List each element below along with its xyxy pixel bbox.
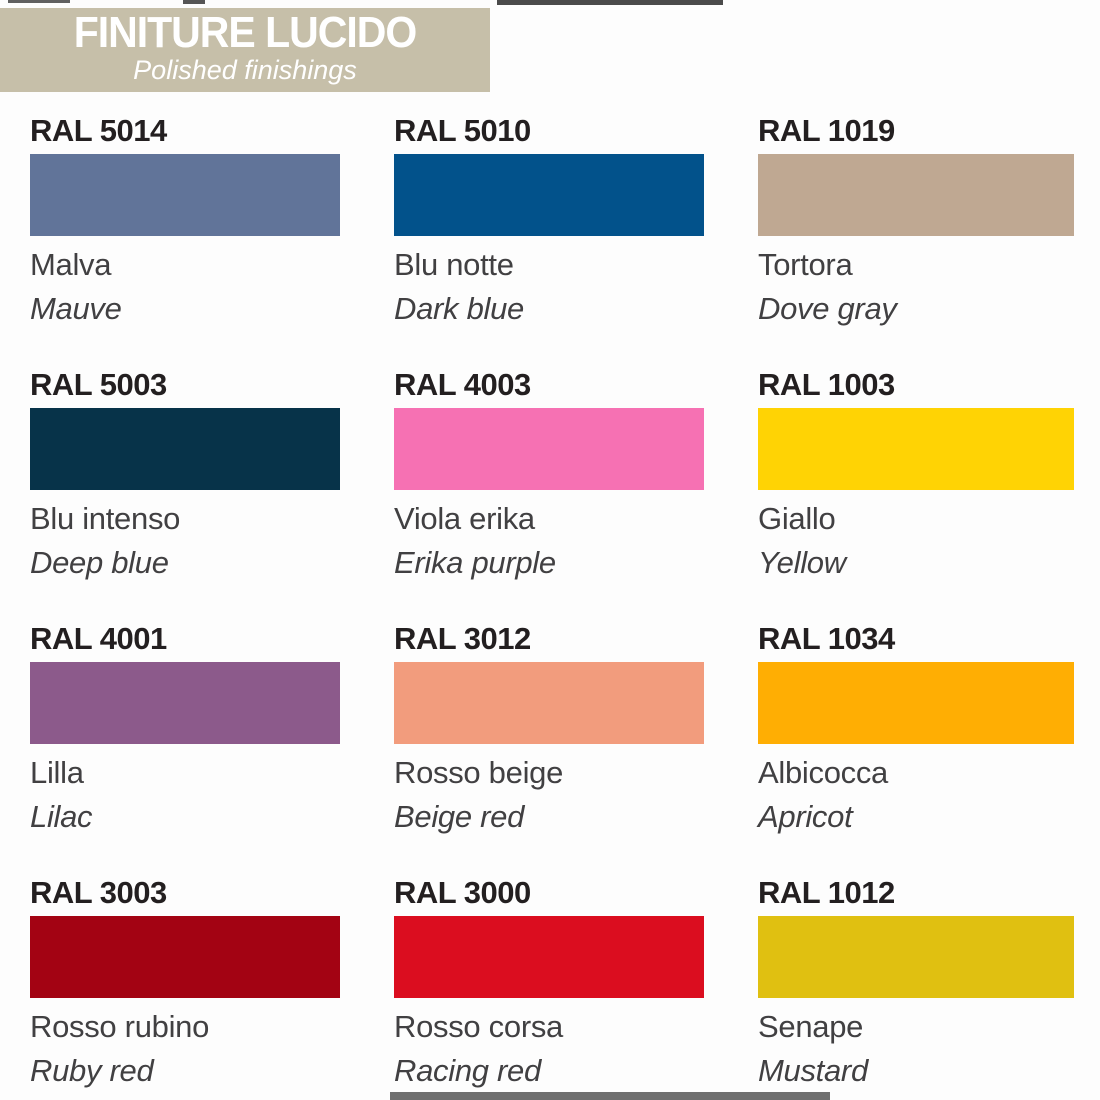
ral-code: RAL 3003: [30, 875, 167, 910]
color-name-italian: Rosso corsa: [394, 1009, 563, 1044]
color-name-english: Mustard: [758, 1053, 868, 1088]
color-swatch: [394, 154, 704, 236]
color-name-italian: Tortora: [758, 247, 853, 282]
color-name-italian: Malva: [30, 247, 112, 282]
section-header: [0, 8, 490, 92]
color-name-italian: Rosso beige: [394, 755, 564, 790]
ral-code: RAL 4003: [394, 367, 531, 402]
color-name-english: Mauve: [30, 291, 122, 326]
section-title: FINITURE LUCIDO: [73, 7, 417, 57]
color-swatch: [758, 916, 1074, 998]
ral-code: RAL 3012: [394, 621, 531, 656]
crop-artifact-top-right: [497, 0, 723, 5]
swatch-cell-ral-1003: [758, 368, 1074, 582]
color-swatch: [30, 154, 340, 236]
swatch-cell-ral-3012: [394, 622, 704, 836]
ral-code: RAL 1034: [758, 621, 895, 656]
color-swatch: [30, 408, 340, 490]
color-name-english: Erika purple: [394, 545, 556, 580]
ral-code: RAL 1003: [758, 367, 895, 402]
color-name-italian: Blu intenso: [30, 501, 181, 536]
color-swatch: [30, 662, 340, 744]
swatch-cell-ral-3003: [30, 876, 340, 1090]
color-name-english: Racing red: [394, 1053, 541, 1088]
color-name-italian: Lilla: [30, 755, 84, 790]
crop-artifact-top-mid: [183, 0, 205, 4]
swatch-cell-ral-5010: [394, 114, 704, 328]
color-name-english: Lilac: [30, 799, 93, 834]
color-swatch: [758, 408, 1074, 490]
crop-artifact-top-left: [8, 0, 70, 3]
swatch-cell-ral-1034: [758, 622, 1074, 836]
ral-code: RAL 1019: [758, 113, 895, 148]
ral-code: RAL 3000: [394, 875, 531, 910]
swatch-cell-ral-3000: [394, 876, 704, 1090]
color-swatch: [394, 916, 704, 998]
color-name-italian: Viola erika: [394, 501, 535, 536]
color-name-italian: Rosso rubino: [30, 1009, 210, 1044]
ral-code: RAL 5014: [30, 113, 167, 148]
color-name-italian: Albicocca: [758, 755, 888, 790]
color-name-english: Yellow: [758, 545, 846, 580]
color-name-italian: Giallo: [758, 501, 836, 536]
color-swatch: [394, 662, 704, 744]
color-name-english: Dark blue: [394, 291, 524, 326]
color-swatch: [758, 154, 1074, 236]
color-name-english: Dove gray: [758, 291, 897, 326]
color-name-english: Deep blue: [30, 545, 169, 580]
swatch-cell-ral-1012: [758, 876, 1074, 1090]
swatch-cell-ral-1019: [758, 114, 1074, 328]
color-name-english: Ruby red: [30, 1053, 154, 1088]
color-name-italian: Blu notte: [394, 247, 514, 282]
color-name-english: Beige red: [394, 799, 525, 834]
color-name-italian: Senape: [758, 1009, 864, 1044]
swatch-cell-ral-4003: [394, 368, 704, 582]
swatch-cell-ral-4001: [30, 622, 340, 836]
section-subtitle: Polished finishings: [133, 54, 357, 85]
color-swatch: [30, 916, 340, 998]
color-swatch-grid: [30, 114, 1074, 1090]
color-swatch: [394, 408, 704, 490]
color-swatch: [758, 662, 1074, 744]
swatch-cell-ral-5014: [30, 114, 340, 328]
color-name-english: Apricot: [758, 799, 853, 834]
ral-code: RAL 1012: [758, 875, 895, 910]
crop-artifact-bottom: [390, 1092, 830, 1100]
ral-code: RAL 5010: [394, 113, 531, 148]
ral-code: RAL 5003: [30, 367, 167, 402]
swatch-cell-ral-5003: [30, 368, 340, 582]
ral-code: RAL 4001: [30, 621, 167, 656]
